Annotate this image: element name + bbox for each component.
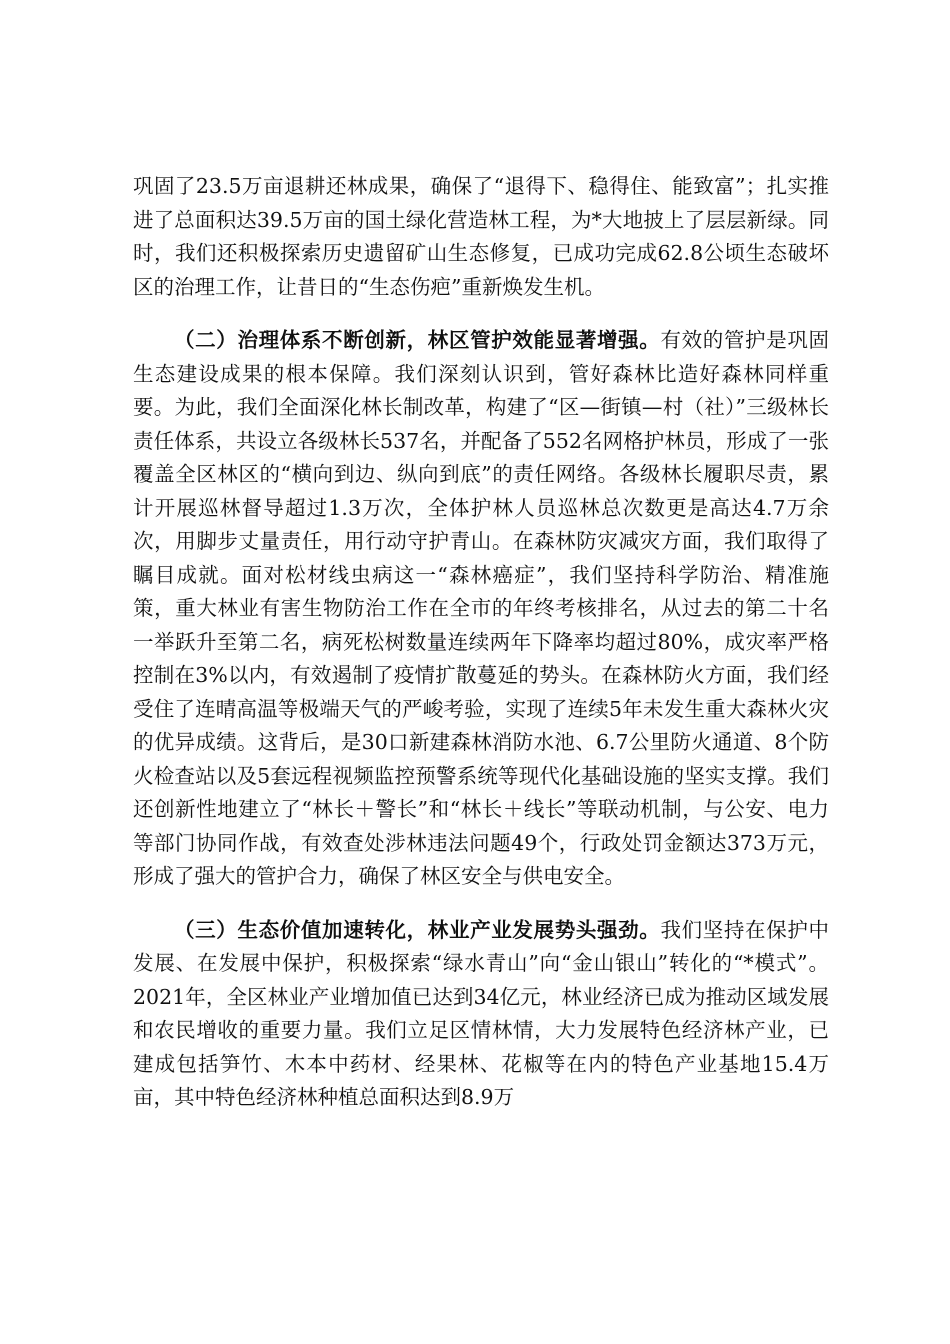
document-page xyxy=(133,170,829,1115)
section-body: 我们坚持在保护中发展、在发展中保护，积极探索“绿水青山”向“金山银山”转化的“*模式”。2021年，全区林业产业增加值已达到34亿元，林业经济已成为推动区域发展和农民增收的重要力量。我们立足区情林情，大力发展特色经济林产业，已建成包括笋竹、木本中药材、经果林、花椒等在内的特色产业基地15.4万亩，其中特色经济林种植总面积达到8.9万 xyxy=(133,917,830,1109)
section-heading: （三）生态价值加速转化，林业产业发展势头强劲。 xyxy=(174,917,661,942)
section-ecological-value xyxy=(133,914,829,1115)
section-governance xyxy=(133,324,829,894)
section-body: 有效的管护是巩固生态建设成果的根本保障。我们深刻认识到，管好森林比造好森林同样重要。为此，我们全面深化林长制改革，构建了“区—街镇—村（社）”三级林长责任体系，共设立各级林长537名，并配备了552名网格护林员，形成了一张覆盖全区林区的“横向到边、纵向到底”的责任网络。各级林长履职尽责，累计开展巡林督导超过1.3万次，全体护林人员巡林总次数更是高达4.7万余次，用脚步丈量责任，用行动守护青山。在森林防灾减灾方面，我们取得了瞩目成就。面对松材线虫病这一“森林癌症”，我们坚持科学防治、精准施策，重大林业有害生物防治工作在全市的年终考核排名，从过去的第二十名一举跃升至第二名，病死松树数量连续两年下降率均超过80%，成灾率严格控制在3%以内，有效遏制了疫情扩散蔓延的势头。在森林防火方面，我们经受住了连晴高温等极端天气的严峻考验，实现了连续5年未发生重大森林火灾的优异成绩。这背后，是30口新建森林消防水池、6.7公里防火通道、8个防火检查站以及5套远程视频监控预警系统等现代化基础设施的坚实支撑。我们还创新性地建立了“林长＋警长”和“林长＋线长”等联动机制，与公安、电力等部门协同作战，有效查处涉林违法问题49个，行政处罚金额达373万元，形成了强大的管护合力，确保了林区安全与供电安全。 xyxy=(133,328,830,888)
paragraph-continuation: 巩固了23.5万亩退耕还林成果，确保了“退得下、稳得住、能致富”；扎实推进了总面积达39.5万亩的国土绿化营造林工程，为*大地披上了层层新绿。同时，我们还积极探索历史遗留矿山生态修复，已成功完成62.8公顷生态破坏区的治理工作，让昔日的“生态伤疤”重新焕发生机。 xyxy=(133,174,829,299)
section-heading: （二）治理体系不断创新，林区管护效能显著增强。 xyxy=(174,328,661,352)
